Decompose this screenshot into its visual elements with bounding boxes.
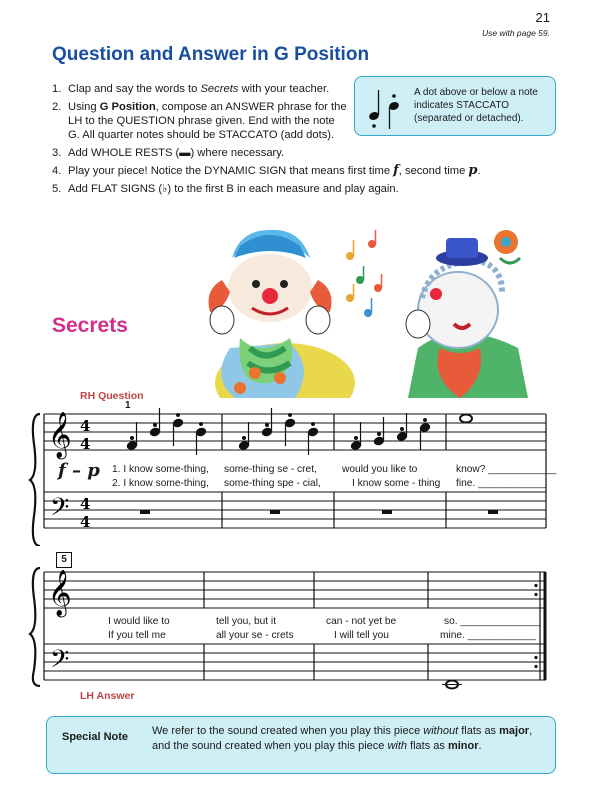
clown-illustration xyxy=(200,228,540,398)
lyric-m6-line2: all your se - crets xyxy=(216,630,294,641)
lyric-m8-line2: mine. ____________ xyxy=(440,630,536,641)
bass-staff xyxy=(44,492,546,528)
special-note-text: We refer to the sound created when you play this piece without flats as major, and the sound created when you play this piece with flats as minor. xyxy=(152,725,533,752)
measure-number: 5 xyxy=(56,552,72,568)
lyric-m3-line1: would you like to xyxy=(342,464,418,475)
svg-text:4: 4 xyxy=(80,513,91,531)
instruction-5: 5. Add FLAT SIGNS (♭) to the first B in each measure and play again. xyxy=(52,183,399,195)
lyric-m5-line2: If you tell me xyxy=(108,630,166,641)
finger-number: 1 xyxy=(125,400,131,411)
instruction-4: 4. Play your piece! Notice the DYNAMIC SIGN that means first time f, second time p. xyxy=(52,163,481,178)
svg-text:4: 4 xyxy=(80,435,91,453)
flat-sign-icon: ♭ xyxy=(162,183,168,195)
treble-clef-icon: 𝄞 xyxy=(48,412,72,458)
dynamic-marking: f – p xyxy=(58,460,100,481)
bass-clef-icon: 𝄢 xyxy=(50,493,70,528)
instruction-3: 3. Add WHOLE RESTS (▬) where necessary. xyxy=(52,147,285,159)
lyric-m1-line1: 1. I know some-thing, xyxy=(112,464,209,475)
lyric-m1-line2: 2. I know some-thing, xyxy=(112,478,209,489)
lyric-m4-line1: know? ____________ xyxy=(456,464,557,475)
whole-rest-icon: ▬ xyxy=(179,147,191,159)
lyric-m4-line2: fine. ____________ xyxy=(456,478,547,489)
page-title: Question and Answer in G Position xyxy=(52,44,370,65)
lyric-m3-line2: I know some - thing xyxy=(352,478,441,489)
lh-answer-label: LH Answer xyxy=(80,690,135,702)
whole-rest-icon xyxy=(140,510,498,514)
grand-staff-brace xyxy=(30,414,40,546)
svg-text:4: 4 xyxy=(80,495,91,513)
staccato-note-text: A dot above or below a note indicates STACCATO (separated or detached). xyxy=(414,87,538,124)
song-title: Secrets xyxy=(52,314,128,337)
svg-text:𝄞: 𝄞 xyxy=(48,570,72,616)
lyric-m8-line1: so. ______________ xyxy=(444,616,540,627)
svg-text:𝄢: 𝄢 xyxy=(50,645,70,680)
instruction-1: 1. Clap and say the words to Secrets with your teacher. xyxy=(52,83,330,95)
lyric-m7-line1: can - not yet be xyxy=(326,616,397,627)
special-note-label: Special Note xyxy=(62,731,129,743)
rh-question-label: RH Question xyxy=(80,390,144,402)
lyric-m7-line2: I will tell you xyxy=(334,630,389,641)
treble-staff xyxy=(44,414,546,450)
lyric-m2-line2: some-thing spe - cial, xyxy=(224,478,321,489)
lyric-m6-line1: tell you, but it xyxy=(216,616,277,627)
lyric-m2-line1: some-thing se - cret, xyxy=(224,464,317,475)
svg-text:4: 4 xyxy=(80,417,91,435)
page-number: 21 xyxy=(535,10,550,25)
lyric-m5-line1: I would like to xyxy=(108,616,170,627)
use-with-reference: Use with page 59. xyxy=(481,28,550,38)
instruction-2: 2. Using G Position, compose an ANSWER phrase for the LH to the QUESTION phrase given. End with the note G. All quarter notes should be STACCATO (add dots). xyxy=(52,101,347,141)
staccato-notes-icon xyxy=(362,82,410,132)
